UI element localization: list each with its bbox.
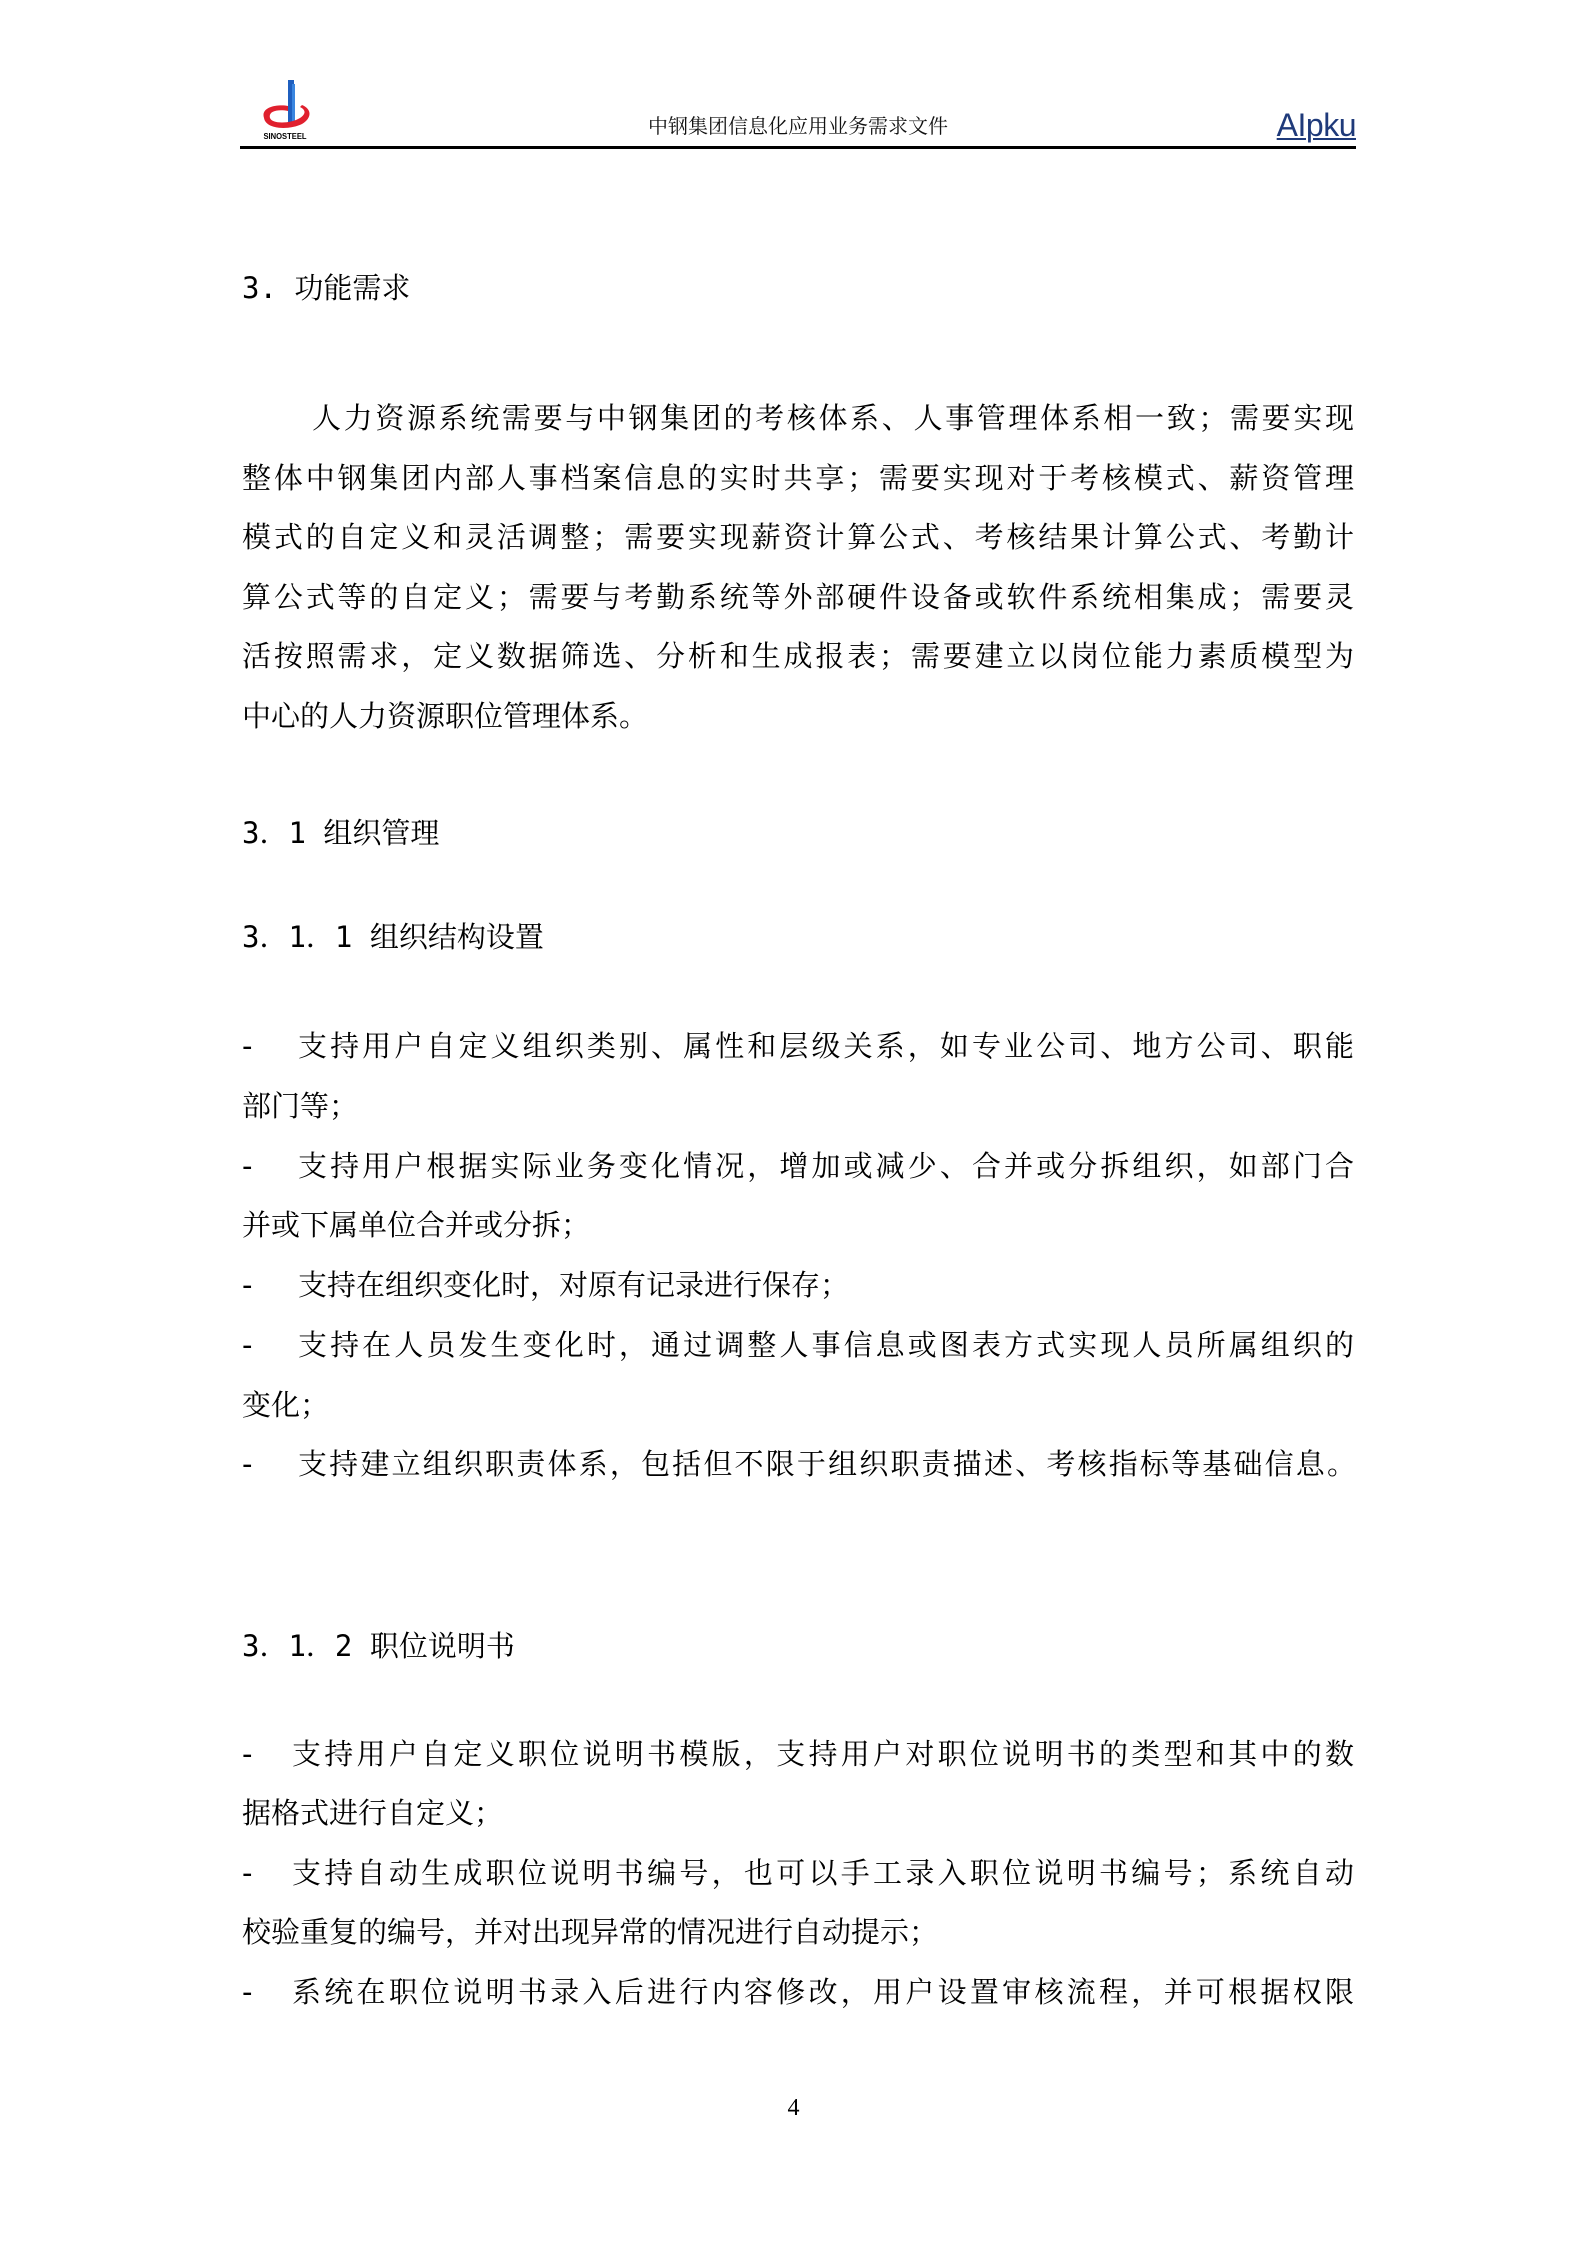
subsection-heading-3-1: 3．1 组织管理	[242, 816, 440, 850]
bullet-dash: -	[242, 1268, 253, 1302]
paragraph-line: 人力资源系统需要与中钢集团的考核体系、人事管理体系相一致；需要实现	[312, 401, 1354, 435]
bullet-text: 支持建立组织职责体系，包括但不限于组织职责描述、考核指标等基础信息。	[298, 1447, 1356, 1481]
paragraph-line: 中心的人力资源职位管理体系。	[242, 699, 649, 733]
paragraph-line: 活按照需求，定义数据筛选、分析和生成报表；需要建立以岗位能力素质模型为	[242, 639, 1354, 673]
bullet-dash: -	[242, 1328, 253, 1362]
document-header-title: 中钢集团信息化应用业务需求文件	[648, 114, 948, 138]
section-heading: 3. 功能需求	[242, 271, 411, 305]
subsection-heading-3-1-1: 3．1．1 组织结构设置	[242, 920, 544, 954]
bullet-dash: -	[242, 1447, 253, 1481]
page-header	[240, 60, 1356, 150]
bullet-dash: -	[242, 1029, 253, 1063]
bullet-text: 支持在人员发生变化时，通过调整人事信息或图表方式实现人员所属组织的	[298, 1328, 1354, 1362]
bullet-text: 支持用户自定义职位说明书模版，支持用户对职位说明书的类型和其中的数	[292, 1737, 1354, 1771]
page-number: 4	[787, 2095, 800, 2121]
bullet-text: 校验重复的编号，并对出现异常的情况进行自动提示；	[242, 1915, 939, 1949]
bullet-text: 据格式进行自定义；	[242, 1796, 504, 1830]
bullet-text: 支持用户自定义组织类别、属性和层级关系，如专业公司、地方公司、职能	[298, 1029, 1354, 1063]
paragraph-line: 模式的自定义和灵活调整；需要实现薪资计算公式、考核结果计算公式、考勤计	[242, 520, 1354, 554]
header-divider	[240, 146, 1356, 149]
aipku-logo: AIpku	[1276, 107, 1356, 143]
bullet-text: 变化；	[242, 1388, 330, 1422]
bullet-dash: -	[242, 1149, 253, 1183]
subsection-heading-3-1-2: 3．1．2 职位说明书	[242, 1629, 515, 1663]
paragraph-line: 整体中钢集团内部人事档案信息的实时共享；需要实现对于考核模式、薪资管理	[242, 461, 1354, 495]
sinosteel-logo-text: SINOSTEEL	[263, 132, 307, 141]
bullet-dash: -	[242, 1856, 253, 1890]
bullet-dash: -	[242, 1975, 253, 2009]
bullet-text: 支持自动生成职位说明书编号，也可以手工录入职位说明书编号；系统自动	[292, 1856, 1354, 1890]
bullet-dash: -	[242, 1737, 253, 1771]
bullet-text: 系统在职位说明书录入后进行内容修改，用户设置审核流程，并可根据权限	[292, 1975, 1354, 2009]
bullet-text: 部门等；	[242, 1089, 359, 1123]
bullet-text: 并或下属单位合并或分拆；	[242, 1208, 591, 1242]
bullet-text: 支持在组织变化时，对原有记录进行保存；	[298, 1268, 850, 1302]
bullet-text: 支持用户根据实际业务变化情况，增加或减少、合并或分拆组织，如部门合	[298, 1149, 1354, 1183]
paragraph-line: 算公式等的自定义；需要与考勤系统等外部硬件设备或软件系统相集成；需要灵	[242, 580, 1354, 614]
